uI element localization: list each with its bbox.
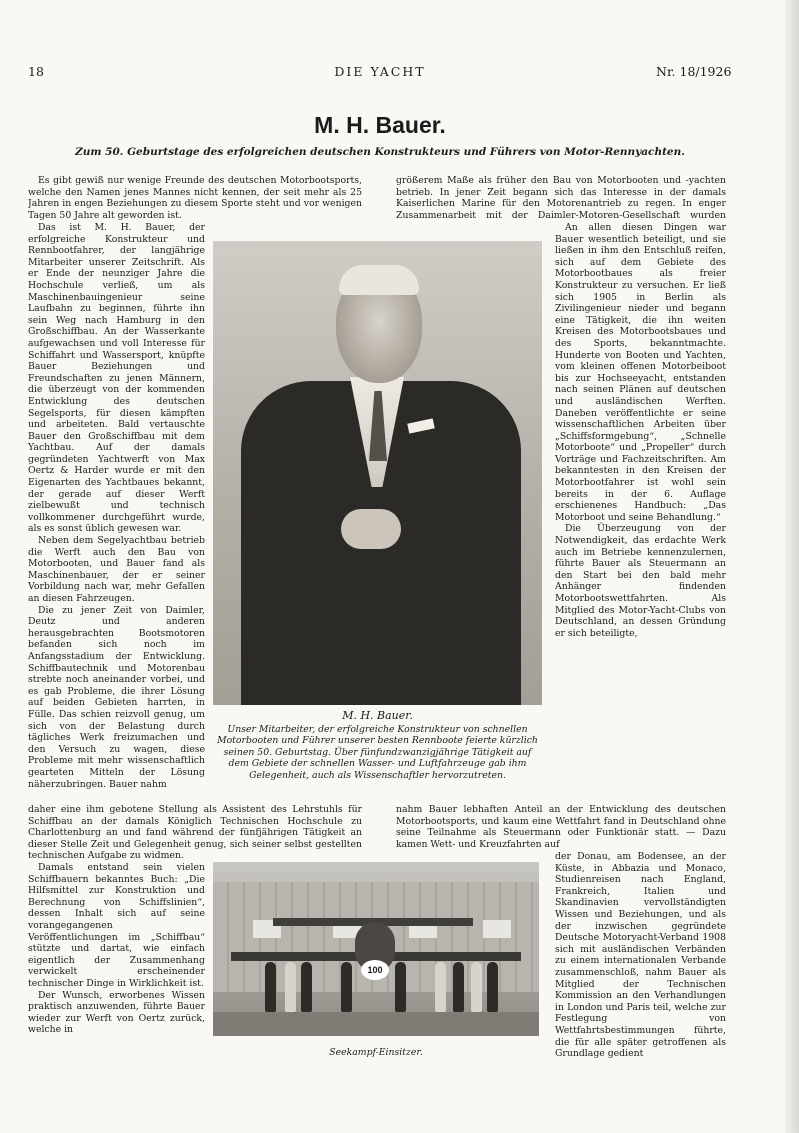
portrait-photo xyxy=(213,241,542,705)
paragraph: Der Wunsch, erworbenes Wissen praktisch anzuwenden, führte Bauer wieder zur Werft von Oertz zurück, welche in xyxy=(28,989,205,1036)
caption-text: Unser Mitarbeiter, der erfolgreiche Konstrukteur von schnellen Motorbooten und Führer unserer besten Rennboote feierte kürzlich seinen 50. Geburtstag. Über fünfundzwanzigjährige Tätigkeit auf dem Gebiete der schnellen Wasser- und Luftfahrzeuge gab ihm Gelegenheit, auch als Wissenschaftler hervorzutreten. xyxy=(217,723,538,781)
plane-marking: 100 xyxy=(361,960,389,980)
bottom-left-paragraph xyxy=(28,804,362,862)
caption-name: M. H. Bauer. xyxy=(342,709,413,722)
issue-number: Nr. 18/1926 xyxy=(656,64,732,79)
left-column xyxy=(28,222,205,804)
left-column-lower xyxy=(28,862,205,1060)
paragraph: der Donau, am Bodensee, an der Küste, in Abbazia und Monaco, Studienreisen nach England, Frankreich, Italien und Skandinavien vervollständigten Wissen und Beziehungen, und als der inzwischen gegründete Deutsche Motoryacht-Verband 1908 sich mit ausländischen Verbänden zu einem internationalen Verbande zusammenschloß, nahm Bauer als Mitglied der Technischen Kommission an den Verhandlungen in London und Paris teil, welche zur Festlegung von Wettfahrtsbestimmungen führte, die für alle später getroffenen als Grundlage gedient xyxy=(555,851,726,1060)
person-figure xyxy=(435,962,446,1012)
paragraph: Damals entstand sein vielen Schiffbauern bekanntes Buch: „Die Hilfsmittel zur Konstruktion und Berechnung von Schiffslinien“, dessen Inhalt sich auf seine vorangegangenen Veröffentlichungen im „Schiffbau“ stützte und dartat, wie einfach eigentlich der Zusammenhang verwickelt erscheinender technischer Dinge in Wirklichkeit ist. xyxy=(28,862,205,989)
seaplane-caption: Seekampf-Einsitzer. xyxy=(329,1047,423,1058)
page-edge xyxy=(785,0,799,1133)
right-column xyxy=(555,222,726,804)
person-figure xyxy=(395,962,406,1012)
ground-shape xyxy=(213,1012,539,1036)
person-figure xyxy=(341,962,352,1012)
person-figure xyxy=(265,962,276,1012)
article-subtitle: Zum 50. Geburtstage des erfolgreichen deutschen Konstrukteurs und Führers von Motor-Rennyachten. xyxy=(75,146,685,158)
paragraph: Neben dem Segelyachtbau betrieb die Werft auch den Bau von Motorbooten, und Bauer fand als Maschinenbauer, der er seiner Vorbildung nach war, mehr Gefallen an diesen Fahrzeugen. xyxy=(28,535,205,604)
paragraph: nahm Bauer lebhaften Anteil an der Entwicklung des deutschen Motorbootsports, und kaum eine Wettfahrt fand in Deutschland ohne seine Teilnahme als Steuermann oder Funktionär statt. — Dazu kamen Wett- und Kreuzfahrten auf xyxy=(396,804,726,850)
person-figure xyxy=(453,962,464,1012)
portrait-caption xyxy=(213,710,542,781)
paragraph: Das ist M. H. Bauer, der erfolgreiche Konstrukteur und Rennbootfahrer, der langjährige Mitarbeiter unserer Zeitschrift. Als er Ende der neunziger Jahre die Hochschule verließ, um als Maschinenbauingenieur seine Laufbahn zu beginnen, führte ihn sein Weg nach Hamburg in den Großschiffbau. An der Wasserkante aufgewachsen und voll Interesse für Schiffahrt und Wassersport, knüpfte Bauer Beziehungen und Freundschaften zu jenen Männern, die überzeugt von der kommenden Entwicklung des deutschen Segelsports, für diesen kämpften und arbeiteten. Bald vertauschte Bauer den Großschiffbau mit dem Yachtbau. Auf der damals gegründeten Yachtwerft von Max Oertz & Harder wurde er mit den Eigenarten des Yachtbaues bekannt, der gerade auf dieser Werft zielbewußt und technisch vollkommener durchgeführt wurde, als es sonst üblich gewesen war. xyxy=(28,222,205,535)
person-figure xyxy=(471,962,482,1012)
paragraph: An allen diesen Dingen war Bauer wesentlich beteiligt, und sie ließen in ihm den Entschluß reifen, sich auf dem Gebiete des Motorbootbaues als freier Konstrukteur zu versuchen. Er ließ sich 1905 in Berlin als Zivilingenieur nieder und begann eine Tätigkeit, die ihn weiten Kreisen des Motorbootsbaues und des Sports, bekanntmachte. Hunderte von Booten und Yachten, vom kleinen offenen Motorbeiboot bis zur Hochseeyacht, entstanden nach seinen Plänen auf deutschen und ausländischen Werften. Daneben veröffentlichte er seine wissenschaftlichen Arbeiten über „Schiffsformgebung“, „Schnelle Motorboote“ und „Propeller“ durch Vorträge und Fachzeitschriften. Am bekanntesten in den Kreisen der Motorbootfahrer ist wohl sein bereits in der 6. Auflage erschienenes Handbuch: „Das Motorboot und seine Behandlung.“ xyxy=(555,222,726,523)
paragraph: größerem Maße als früher den Bau von Motorbooten und -yachten betrieb. In jener Zeit begann sich das Interesse in der damals Kaiserlichen Marine für den Motorenantrieb zu regen. In enger Zusammenarbeit mit der Daimler-Motoren-Gesellschaft wurden xyxy=(396,175,726,221)
right-column-lower xyxy=(555,851,726,1061)
journal-title: DIE YACHT xyxy=(334,64,426,79)
person-figure xyxy=(285,962,296,1012)
paragraph: daher eine ihm gebotene Stellung als Assistent des Lehrstuhls für Schiffbau an der damals Königlich Technischen Hochschule zu Charlottenburg an und fand während der fünfjährigen Tätigkeit an dieser Stelle Zeit und Gelegenheit genug, sich seiner selbst gestellten technischen Aufgabe zu widmen. xyxy=(28,804,362,862)
seaplane-photo xyxy=(213,862,539,1036)
person-figure xyxy=(487,962,498,1012)
hair-shape xyxy=(339,265,419,295)
person-figure xyxy=(301,962,312,1012)
bottom-middle-paragraph xyxy=(396,804,726,851)
article-intro xyxy=(28,175,362,222)
article-title: M. H. Bauer. xyxy=(314,112,446,138)
right-top-paragraph xyxy=(396,175,726,222)
hands-shape xyxy=(341,509,401,549)
page-number: 18 xyxy=(28,64,44,79)
intro-paragraph: Es gibt gewiß nur wenige Freunde des deutschen Motorbootsports, welche den Namen jenes Mannes nicht kennen, der seit mehr als 25 Jahren in engen Beziehungen zu diesem Sporte steht und vor wenigen Tagen 50 Jahre alt geworden ist. xyxy=(28,175,362,221)
paragraph: Die Überzeugung von der Notwendigkeit, das erdachte Werk auch im Betriebe kennenzulernen, führte Bauer als Steuermann an den Start bei den bald mehr Anhänger findenden Motorbootswettfahrten. Als Mitglied des Motor-Yacht-Clubs von Deutschland, an dessen Gründung er sich beteiligte, xyxy=(555,523,726,639)
hangar-window xyxy=(483,920,511,938)
paragraph: Die zu jener Zeit von Daimler, Deutz und anderen herausgebrachten Bootsmotoren befanden sich noch im Anfangsstadium der Entwicklung. Schiffbautechnik und Motorenbau strebte noch aneinander vorbei, und es gab Probleme, die ihrer Lösung auf beiden Gebieten harrten, in Fülle. Das schien reizvoll genug, um sich von der Belastung durch tägliches Werk freizumachen und den Versuch zu wagen, diese Probleme mit mehr wissenschaftlich gearteten Mitteln der Lösung näherzubringen. Bauer nahm xyxy=(28,604,205,790)
